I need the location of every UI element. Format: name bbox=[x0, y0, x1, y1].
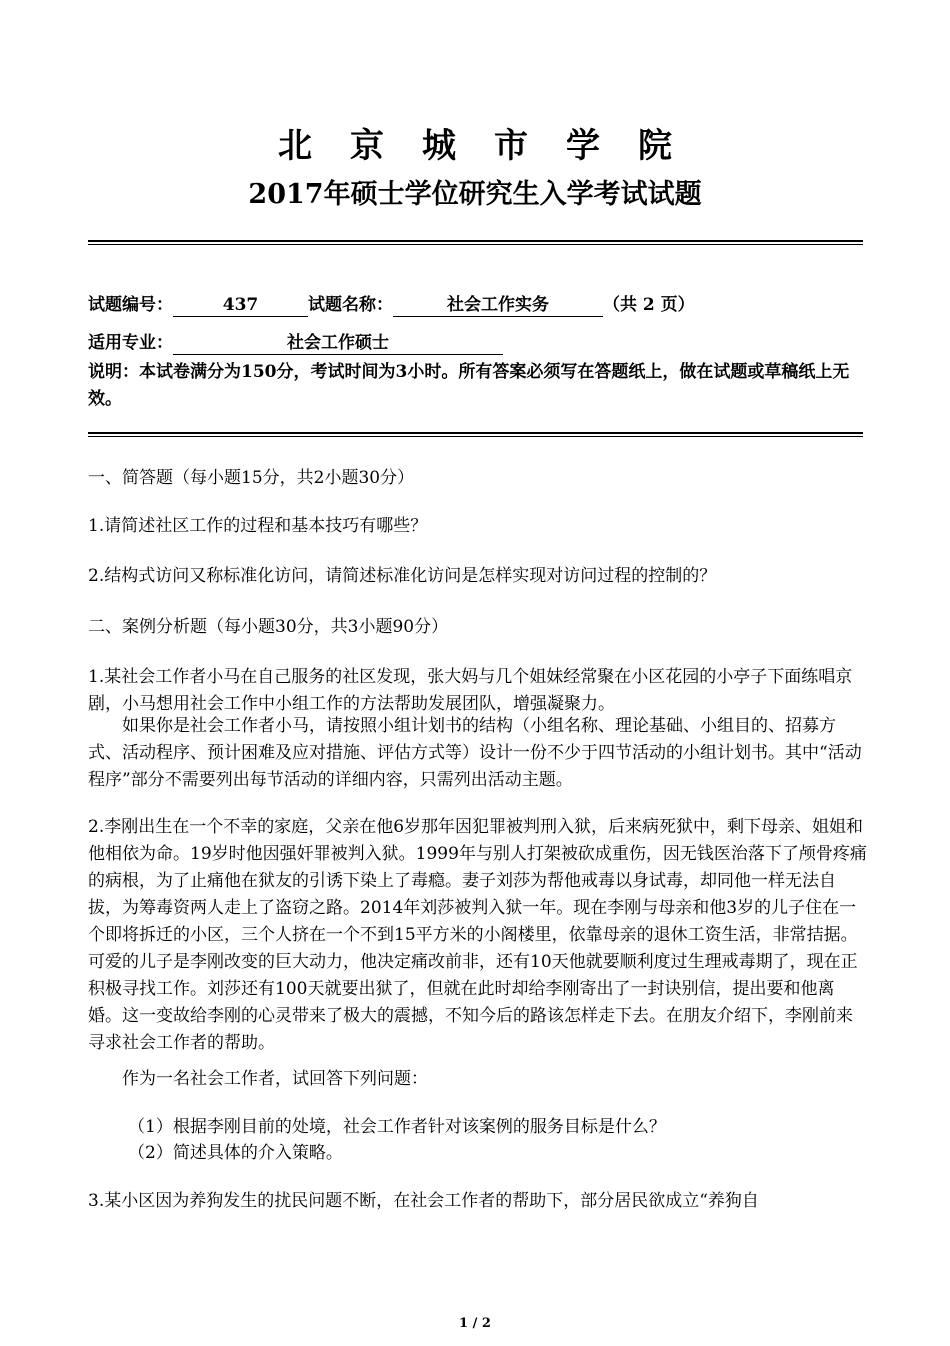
case2-paragraph-1: 2.李刚出生在一个不幸的家庭，父亲在他6岁那年因犯罪被判刑入狱，后来病死狱中，剩下母亲、姐姐和他相依为命。19岁时他因强奸罪被判入狱。1999年与别人打架被砍成重伤，因无钱医治落下了颅骨疼痛的病根，为了止痛他在狱友的引诱下染上了毒瘾。妻子刘莎为帮他戒毒以身试毒，却同他一样无法自拔，为筹毒资两人走上了盗窃之路。2014年刘莎被判入狱一年。现在李刚与母亲和他3岁的儿子住在一个即将拆迁的小区，三个人挤在一个不到15平方米的小阁楼里，依靠母亲的退休工资生活，非常拮据。可爱的儿子是李刚改变的巨大动力，他决定痛改前非，还有10天他就要顺利度过生理戒毒期了，现在正积极寻找工作。刘莎还有100天就要出狱了，但就在此时却给李刚寄出了一封诀别信，提出要和他离婚。这一变故给李刚的心灵带来了极大的震撼，不知今后的路该怎样走下去。在朋友介绍下，李刚前来寻求社会工作者的帮助。 bbox=[88, 817, 867, 1053]
page-count: （共 2 页） bbox=[603, 295, 695, 315]
name-value: 社会工作实务 bbox=[393, 294, 603, 317]
major-label: 适用专业： bbox=[88, 333, 173, 353]
code-value: 437 bbox=[173, 294, 308, 317]
code-label: 试题编号： bbox=[88, 295, 173, 315]
name-label: 试题名称： bbox=[308, 295, 393, 315]
case2-paragraph-2: 作为一名社会工作者，试回答下列问题： bbox=[122, 1069, 428, 1089]
header-divider bbox=[88, 240, 863, 245]
instructions-divider bbox=[88, 432, 863, 437]
section2-heading: 二、案例分析题（每小题30分，共3小题90分） bbox=[88, 617, 449, 637]
exam-info-line bbox=[88, 293, 695, 317]
case1-paragraph-2: 如果你是社会工作者小马，请按照小组计划书的结构（小组名称、理论基础、小组目的、招募方式、活动程序、预计困难及应对措施、评估方式等）设计一份不少于四节活动的小组计划书。其中“活动程序”部分不需要列出每节活动的详细内容，只需列出活动主题。 bbox=[88, 716, 862, 790]
case1-paragraph-1: 1.某社会工作者小马在自己服务的社区发现，张大妈与几个姐妹经常聚在小区花园的小亭子下面练唱京剧，小马想用社会工作中小组工作的方法帮助发展团队，增强凝聚力。 bbox=[88, 667, 853, 714]
case2-subquestion-1: （1）根据李刚目前的处境，社会工作者针对该案例的服务目标是什么？ bbox=[128, 1117, 666, 1137]
exam-instructions: 说明：本试卷满分为150分，考试时间为3小时。所有答案必须写在答题纸上，做在试题或草稿纸上无效。 bbox=[88, 362, 850, 409]
major-value: 社会工作硕士 bbox=[173, 332, 503, 355]
section1-heading: 一、简答题（每小题15分，共2小题30分） bbox=[88, 468, 415, 488]
major-line bbox=[88, 331, 503, 355]
exam-title: 2017年硕士学位研究生入学考试试题 bbox=[248, 179, 702, 210]
section1-question-2: 2.结构式访问又称标准化访问，请简述标准化访问是怎样实现对访问过程的控制的？ bbox=[88, 566, 717, 586]
case3-paragraph-1: 3.某小区因为养狗发生的扰民问题不断，在社会工作者的帮助下，部分居民欲成立“养狗自 bbox=[88, 1191, 759, 1211]
section1-question-1: 1.请简述社区工作的过程和基本技巧有哪些？ bbox=[88, 516, 428, 536]
case2-subquestion-2: （2）简述具体的介入策略。 bbox=[128, 1143, 343, 1163]
school-name: 北京城市学院 bbox=[278, 126, 710, 166]
page-number: 1 / 2 bbox=[459, 1316, 491, 1331]
